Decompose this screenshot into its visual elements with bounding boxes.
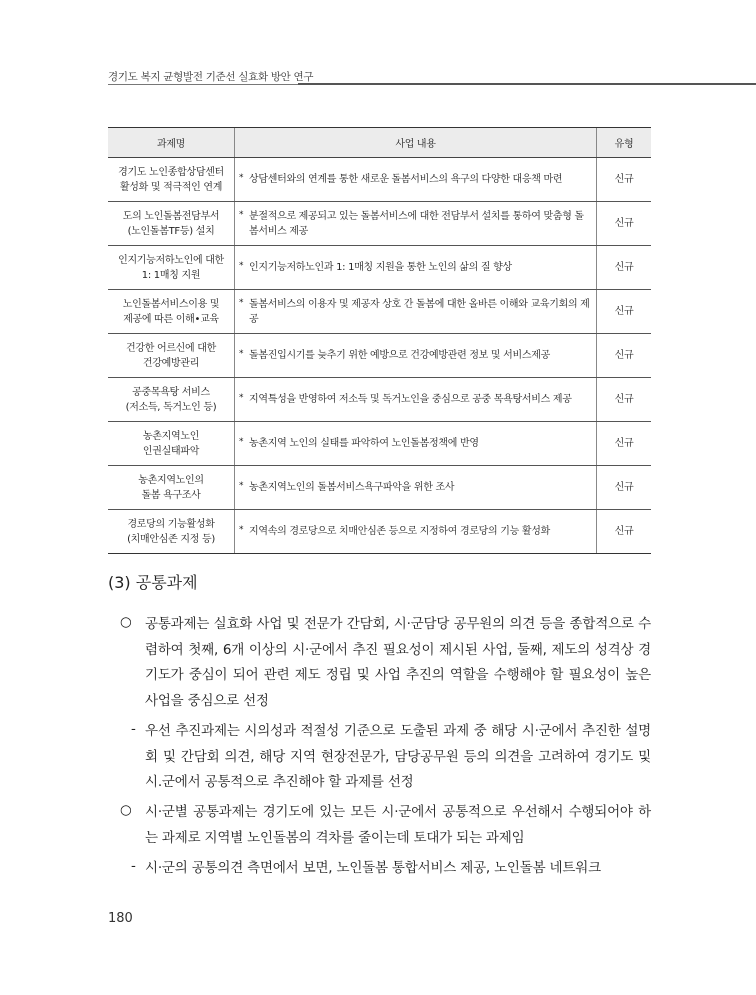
note-mark: * [239, 481, 244, 491]
task-type: 신규 [597, 290, 652, 334]
column-header-name: 과제명 [108, 128, 235, 158]
table-row [108, 334, 651, 378]
task-name: 도의 노인돌봄전담부서 (노인돌봄TF등) 설치 [122, 210, 220, 237]
task-description-cell [235, 378, 597, 422]
paragraph: 시·군별 공통과제는 경기도에 있는 모든 시·군에서 공통적으로 우선해서 수행되어야 하는 과제로 지역별 노인돌봄의 격차를 줄이는데 토대가 되는 과제임 [145, 804, 651, 846]
note-mark: * [239, 393, 244, 403]
header-rule-accent [298, 83, 756, 85]
task-name: 노인돌봄서비스이용 및 제공에 따른 이해•교육 [122, 298, 220, 325]
task-description: 돌봄진입시기를 늦추기 위한 예방으로 건강예방관련 정보 및 서비스제공 [249, 350, 550, 361]
task-type: 신규 [597, 158, 652, 202]
task-type: 신규 [597, 202, 652, 246]
task-name: 농촌지역노인의 돌봄 욕구조사 [138, 474, 204, 501]
task-name: 경기도 노인종합상담센터 활성화 및 적극적인 연계 [118, 166, 224, 193]
task-description-cell [235, 158, 597, 202]
task-name: 경로당의 기능활성화 (치매안심존 지정 등) [127, 518, 215, 545]
running-header: 경기도 복지 균형발전 기준선 실효화 방안 연구 [108, 71, 314, 83]
note-mark: * [239, 437, 244, 447]
table-row [108, 290, 651, 334]
task-name-cell [108, 158, 235, 202]
table-row [108, 466, 651, 510]
column-header-type: 유형 [597, 128, 652, 158]
table-row [108, 422, 651, 466]
note-mark: * [239, 297, 244, 308]
table-row [108, 246, 651, 290]
task-description: 인지기능저하노인과 1: 1매칭 지원을 통한 노인의 삶의 질 향상 [249, 262, 512, 273]
note-mark: * [239, 349, 244, 359]
table-body [108, 158, 651, 554]
task-name-cell [108, 246, 235, 290]
section-title: (3) 공통과제 [108, 573, 198, 592]
task-type: 신규 [597, 334, 652, 378]
task-description-cell [235, 246, 597, 290]
task-description-cell [235, 334, 597, 378]
task-description: 지역특성을 반영하여 저소득 및 독거노인을 중심으로 공중 목욕탕서비스 제공 [249, 394, 572, 405]
table-row [108, 378, 651, 422]
bullet-circle: ○ [120, 614, 132, 630]
note-mark: * [239, 209, 244, 220]
table-row [108, 158, 651, 202]
page-number: 180 [108, 911, 133, 926]
note-mark: * [239, 525, 244, 535]
task-type: 신규 [597, 246, 652, 290]
note-mark: * [239, 173, 244, 183]
column-header-description: 사업 내용 [235, 128, 597, 158]
task-name-cell [108, 466, 235, 510]
note-mark: * [239, 261, 244, 271]
paragraph: 시·군의 공통의견 측면에서 보면, 노인돌봄 통합서비스 제공, 노인돌봄 네트워크 [145, 860, 601, 876]
task-name-cell [108, 510, 235, 554]
task-description-cell [235, 510, 597, 554]
task-name: 공중목욕탕 서비스 (저소득, 독거노인 등) [125, 386, 217, 413]
table-row [108, 510, 651, 554]
task-description: 농촌지역 노인의 실태를 파악하여 노인돌봄정책에 반영 [249, 438, 479, 449]
task-table [108, 127, 651, 554]
task-type: 신규 [597, 422, 652, 466]
task-name-cell [108, 378, 235, 422]
task-description-cell [235, 422, 597, 466]
task-description-cell [235, 466, 597, 510]
paragraph: 우선 추진과제는 시의성과 적절성 기준으로 도출된 과제 중 해당 시·군에서 추진한 설명회 및 간담회 의견, 해당 지역 현장전문가, 담당공무원 등의 의견을 고려하여 경기도 및 시.군에서 공통적으로 추진해야 할 과제를 선정 [145, 723, 651, 790]
task-name: 건강한 어르신에 대한 건강예방관리 [126, 342, 216, 369]
task-description-cell [235, 202, 597, 246]
task-description: 농촌지역노인의 돌봄서비스욕구파악을 위한 조사 [249, 482, 455, 493]
task-name: 농촌지역노인 인권실태파악 [142, 430, 200, 457]
paragraph: 공통과제는 실효화 사업 및 전문가 간담회, 시·군담당 공무원의 의견 등을 종합적으로 수렴하여 첫째, 6개 이상의 시·군에서 추진 필요성이 제시된 사업, 둘째, 제도의 성격상 경기도가 중심이 되어 관련 제도 정립 및 사업 추진의 역할을 수행해야 할 필요성이 높은 사업을 중심으로 선정 [145, 616, 651, 709]
task-description: 돌봄서비스의 이용자 및 제공자 상호 간 돌봄에 대한 올바른 이해와 교육기회의 제공 [249, 298, 590, 325]
task-description-cell [235, 290, 597, 334]
task-type: 신규 [597, 510, 652, 554]
task-type: 신규 [597, 466, 652, 510]
bullet-circle: ○ [120, 802, 132, 818]
task-name-cell [108, 422, 235, 466]
task-name-cell [108, 290, 235, 334]
bullet-dash: - [131, 721, 136, 737]
task-name: 인지기능저하노인에 대한 1: 1매칭 지원 [118, 254, 224, 281]
task-description: 분절적으로 제공되고 있는 돌봄서비스에 대한 전담부서 설치를 통하여 맞춤형 돌봄서비스 제공 [249, 210, 584, 237]
bullet-dash: - [131, 858, 136, 874]
task-type: 신규 [597, 378, 652, 422]
task-description: 지역속의 경로당으로 치매안심존 등으로 지정하여 경로당의 기능 활성화 [249, 526, 550, 537]
table-header-row [108, 128, 651, 158]
task-name-cell [108, 202, 235, 246]
task-name-cell [108, 334, 235, 378]
table-row [108, 202, 651, 246]
task-description: 상담센터와의 연계를 통한 새로운 돌봄서비스의 욕구의 다양한 대응책 마련 [249, 174, 563, 185]
